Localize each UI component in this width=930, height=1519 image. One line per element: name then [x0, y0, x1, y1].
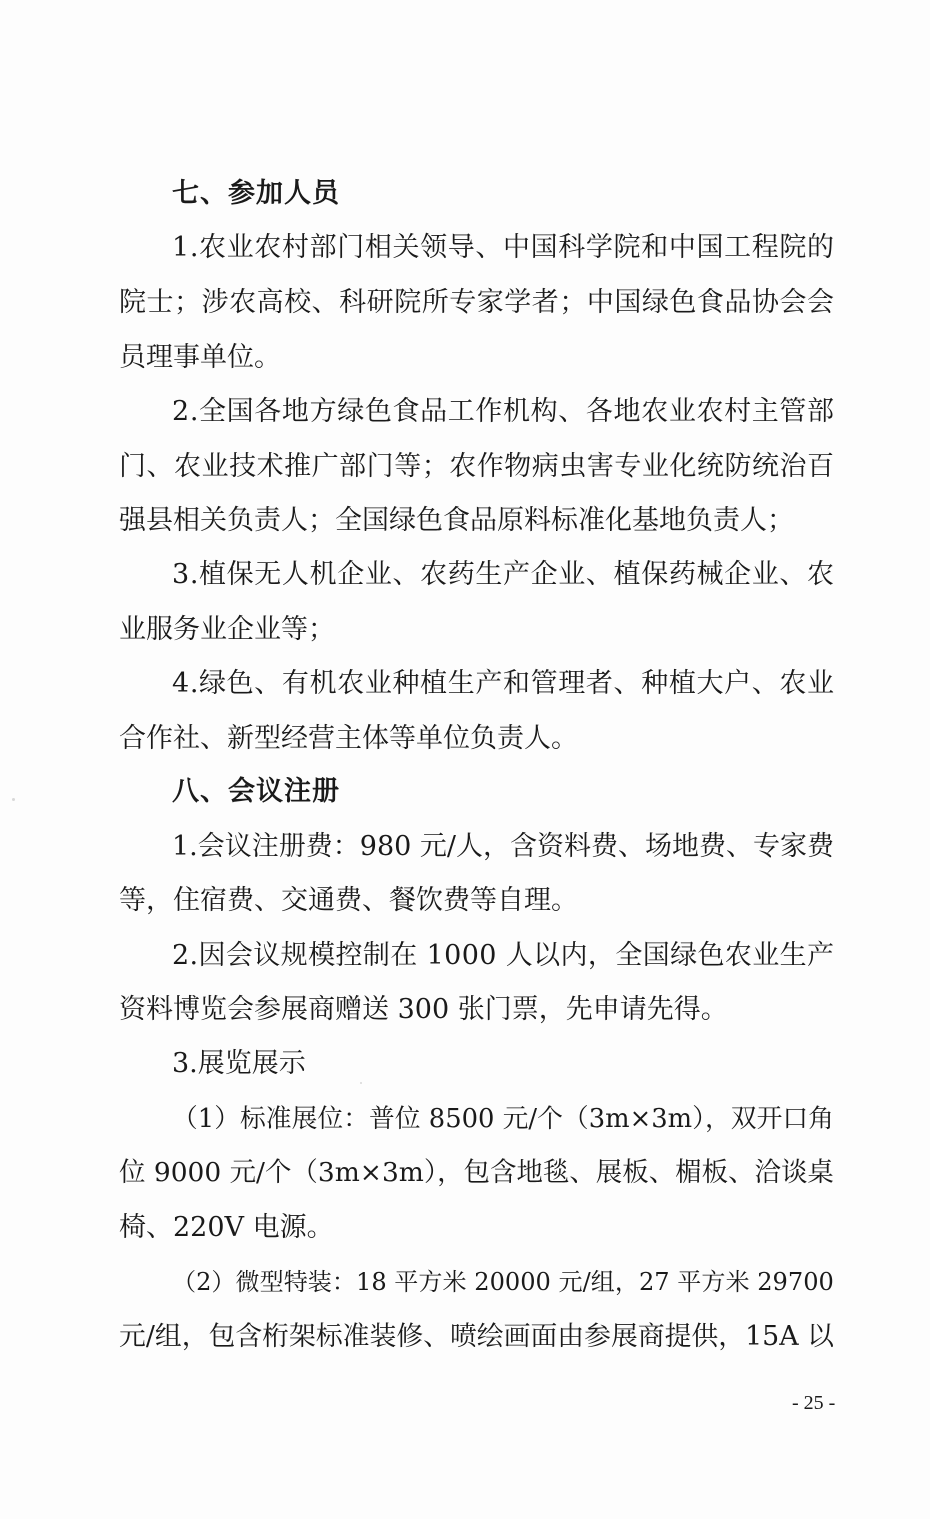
- paragraph-line: 1.会议注册费：980 元/人，含资料费、场地费、专家费: [172, 831, 835, 862]
- section-heading-registration: 八、会议注册: [172, 776, 340, 807]
- paragraph-line: 椅、220V 电源。: [119, 1212, 334, 1243]
- paragraph-line: 3.植保无人机企业、农药生产企业、植保药械企业、农: [172, 559, 835, 590]
- paragraph-line: （1）标准展位：普位 8500 元/个（3m×3m），双开口角: [172, 1104, 834, 1134]
- scan-speck: [360, 1082, 362, 1084]
- paragraph-line: （2）微型特装：18 平方米 20000 元/组，27 平方米 29700: [172, 1268, 834, 1296]
- paragraph-line: 业服务业企业等；: [119, 614, 335, 645]
- paragraph-line: 等，住宿费、交通费、餐饮费等自理。: [119, 885, 578, 916]
- paragraph-line: 2.全国各地方绿色食品工作机构、各地农业农村主管部: [172, 396, 835, 427]
- paragraph-line: 4.绿色、有机农业种植生产和管理者、种植大户、农业: [172, 668, 835, 699]
- paragraph-line: 元/组，包含桁架标准装修、喷绘画面由参展商提供，15A 以: [119, 1321, 834, 1352]
- paragraph-line: 1.农业农村部门相关领导、中国科学院和中国工程院的: [172, 232, 835, 263]
- paragraph-line: 强县相关负责人；全国绿色食品原料标准化基地负责人；: [119, 505, 794, 536]
- page-number: - 25 -: [792, 1392, 836, 1414]
- paragraph-line: 3.展览展示: [172, 1048, 306, 1079]
- paragraph-line: 门、农业技术推广部门等；农作物病虫害专业化统防统治百: [119, 451, 835, 482]
- paragraph-line: 2.因会议规模控制在 1000 人以内，全国绿色农业生产: [172, 940, 835, 971]
- paragraph-line: 院士；涉农高校、科研院所专家学者；中国绿色食品协会会: [119, 287, 835, 318]
- paragraph-line: 员理事单位。: [119, 342, 281, 373]
- paragraph-line: 资料博览会参展商赠送 300 张门票，先申请先得。: [119, 994, 728, 1025]
- paragraph-line: 位 9000 元/个（3m×3m），包含地毯、展板、楣板、洽谈桌: [119, 1157, 834, 1188]
- section-heading-attendees: 七、参加人员: [172, 178, 340, 209]
- paragraph-line: 合作社、新型经营主体等单位负责人。: [119, 723, 578, 754]
- scan-speck: [12, 798, 15, 801]
